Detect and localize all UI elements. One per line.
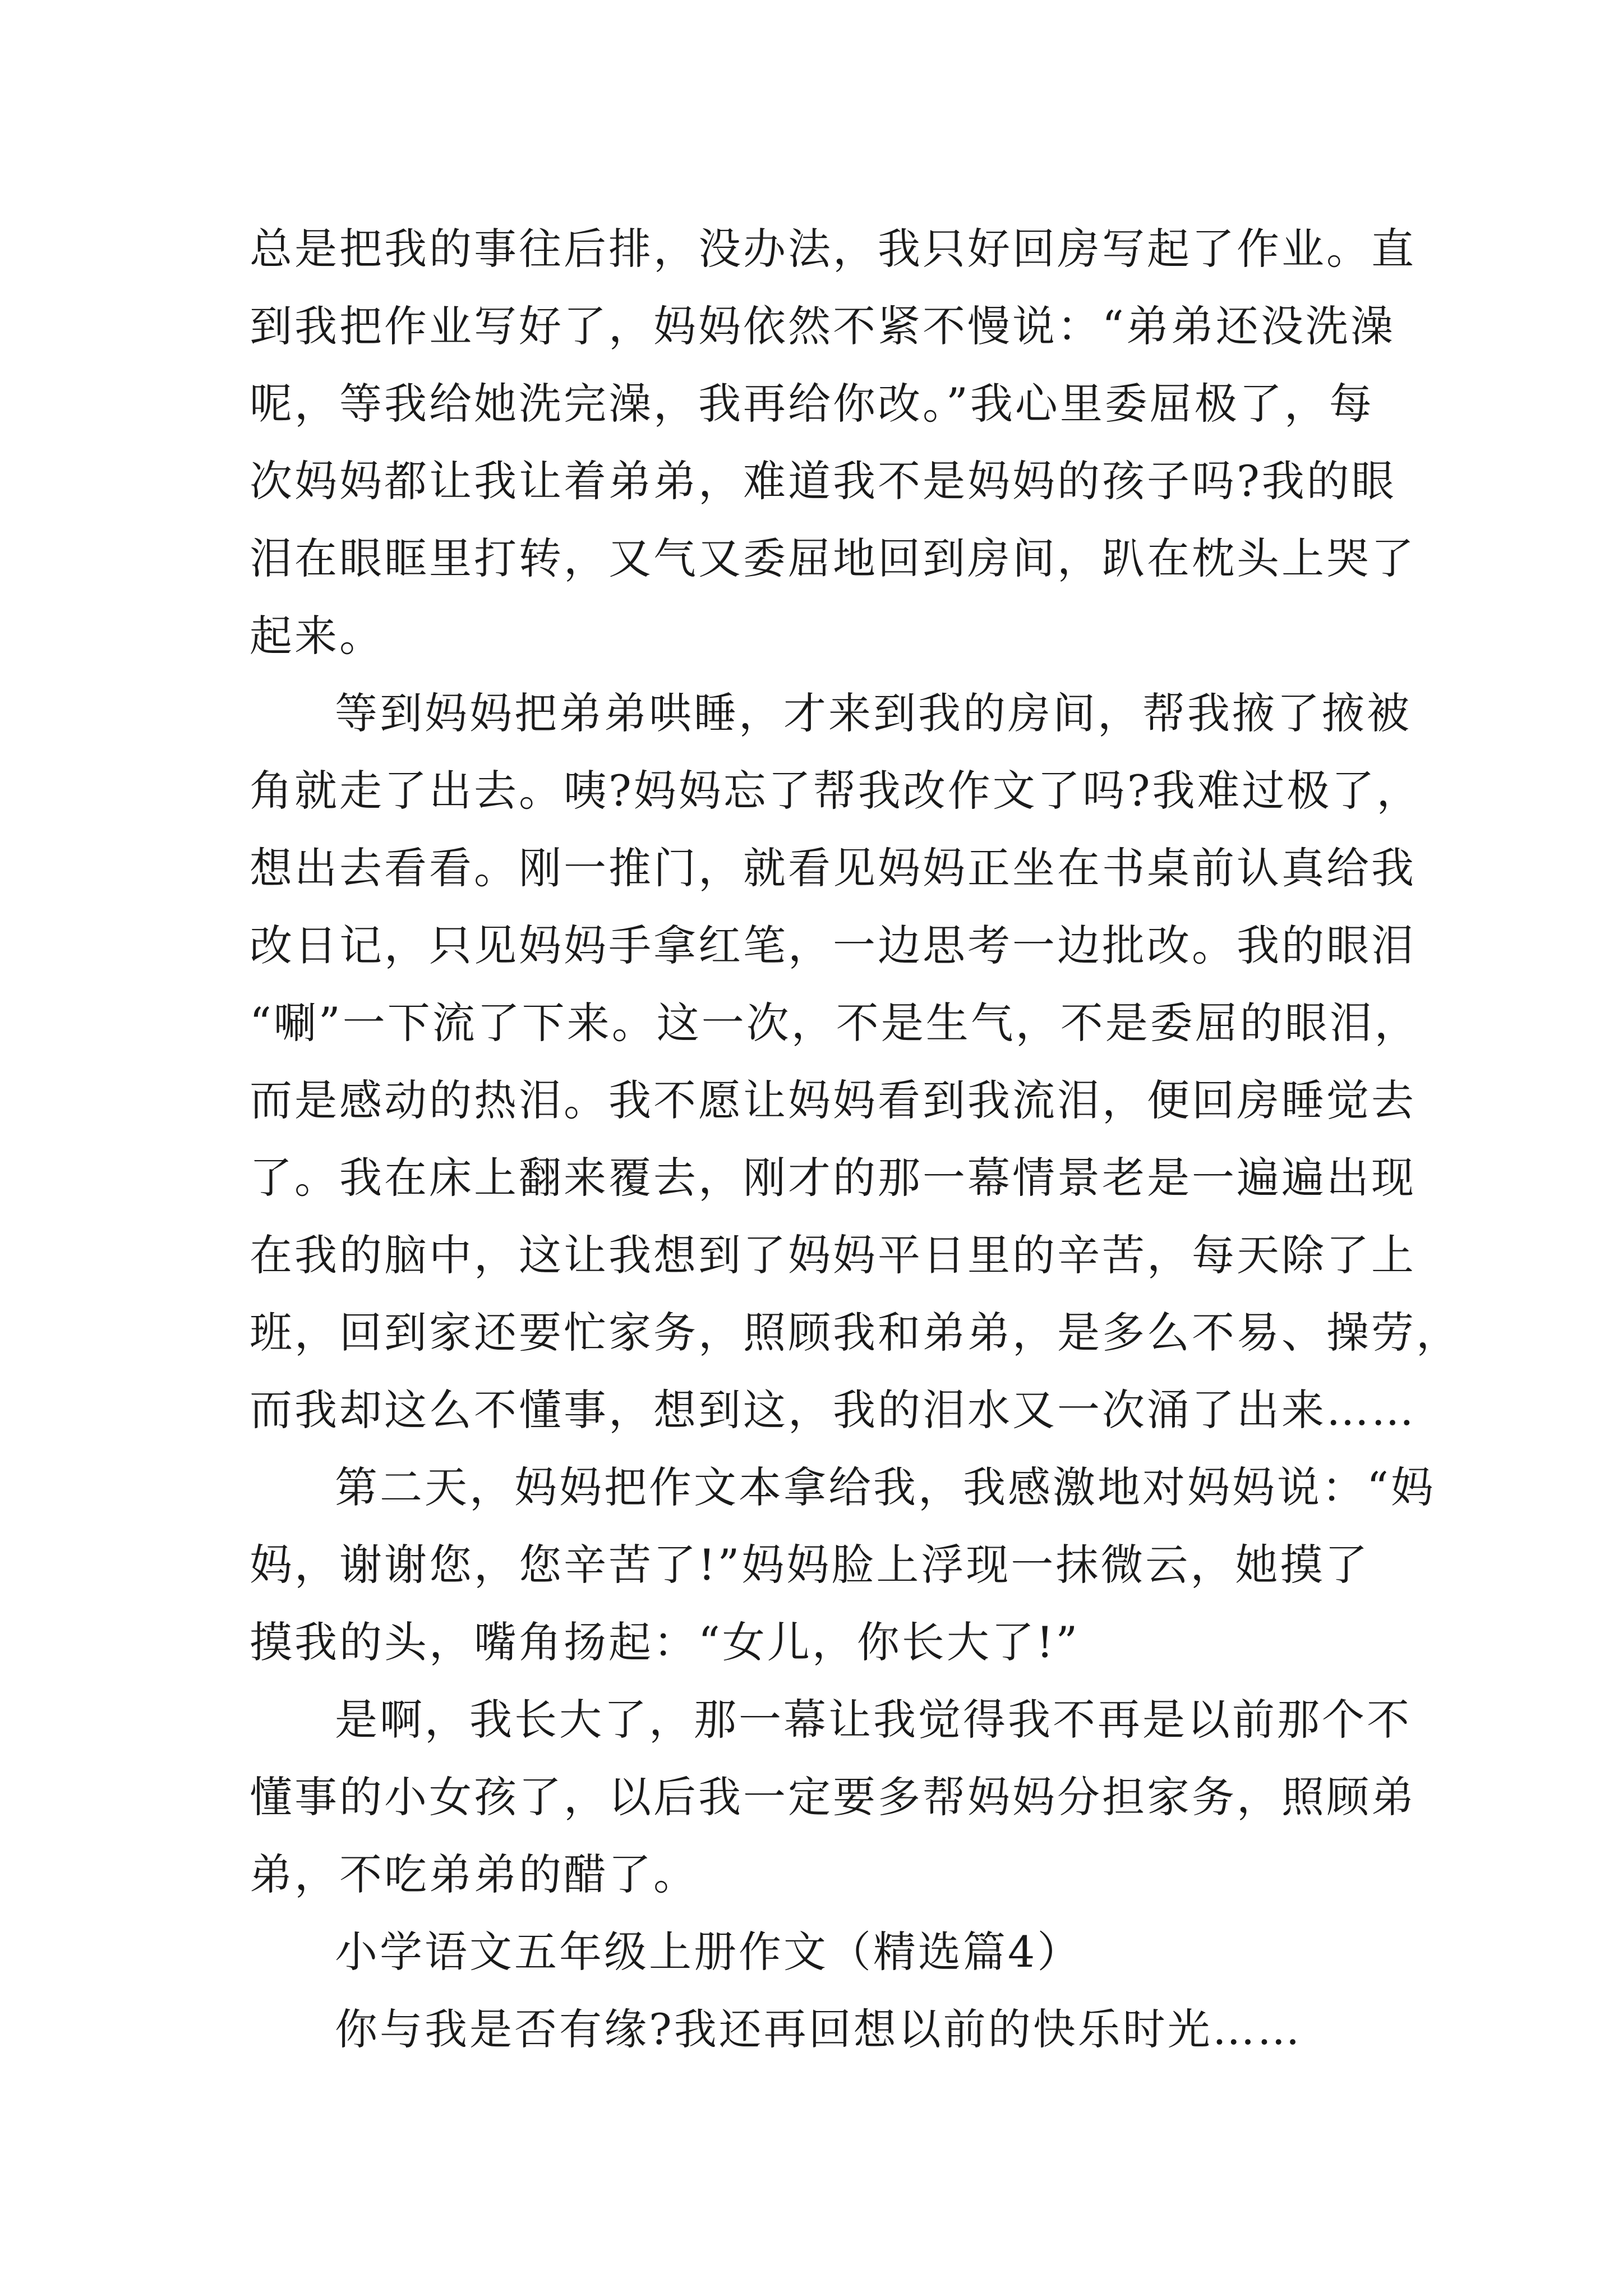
text-line: 到我把作业写好了，妈妈依然不紧不慢说：“弟弟还没洗澡	[250, 301, 1395, 351]
text-line: 而我却这么不懂事，想到这，我的泪水又一次涌了出来……	[250, 1385, 1416, 1435]
paragraph-start-line: 你与我是否有缘?我还再回想以前的快乐时光……	[335, 2004, 1302, 2054]
text-line: 总是把我的事往后排，没办法，我只好回房写起了作业。直	[250, 224, 1416, 274]
text-line: 起来。	[250, 611, 384, 661]
section-heading: 小学语文五年级上册作文（精选篇4）	[335, 1927, 1082, 1977]
text-line: 了。我在床上翻来覆去，刚才的那一幕情景老是一遍遍出现	[250, 1153, 1416, 1203]
text-line: 泪在眼眶里打转，又气又委屈地回到房间，趴在枕头上哭了	[250, 533, 1416, 583]
paragraph-start-line: 是啊，我长大了，那一幕让我觉得我不再是以前那个不	[335, 1695, 1412, 1745]
text-line: 而是感动的热泪。我不愿让妈妈看到我流泪，便回房睡觉去	[250, 1075, 1416, 1125]
text-line: 想出去看看。刚一推门，就看见妈妈正坐在书桌前认真给我	[250, 843, 1416, 893]
text-line: 摸我的头，嘴角扬起：“女儿，你长大了!”	[250, 1617, 1080, 1667]
text-line: 妈，谢谢您，您辛苦了!”妈妈脸上浮现一抹微云，她摸了	[250, 1540, 1370, 1590]
text-line: 班，回到家还要忙家务，照顾我和弟弟，是多么不易、操劳，	[250, 1308, 1461, 1358]
text-line: 在我的脑中，这让我想到了妈妈平日里的辛苦，每天除了上	[250, 1230, 1416, 1280]
text-line: 次妈妈都让我让着弟弟，难道我不是妈妈的孩子吗?我的眼	[250, 456, 1396, 506]
text-line: 改日记，只见妈妈手拿红笔，一边思考一边批改。我的眼泪	[250, 921, 1416, 970]
text-line: 懂事的小女孩了，以后我一定要多帮妈妈分担家务，照顾弟	[250, 1772, 1416, 1822]
paragraph-start-line: 等到妈妈把弟弟哄睡，才来到我的房间，帮我掖了掖被	[335, 688, 1412, 738]
text-line: “唰”一下流了下来。这一次，不是生气，不是委屈的眼泪，	[250, 998, 1419, 1048]
text-line: 角就走了出去。咦?妈妈忘了帮我改作文了吗?我难过极了，	[250, 766, 1422, 816]
paragraph-start-line: 第二天，妈妈把作文本拿给我，我感激地对妈妈说：“妈	[335, 1462, 1436, 1512]
text-line: 呢，等我给她洗完澡，我再给你改。”我心里委屈极了，每	[250, 379, 1374, 429]
document-body	[250, 210, 1461, 2068]
text-line: 弟，不吃弟弟的醋了。	[250, 1849, 698, 1899]
